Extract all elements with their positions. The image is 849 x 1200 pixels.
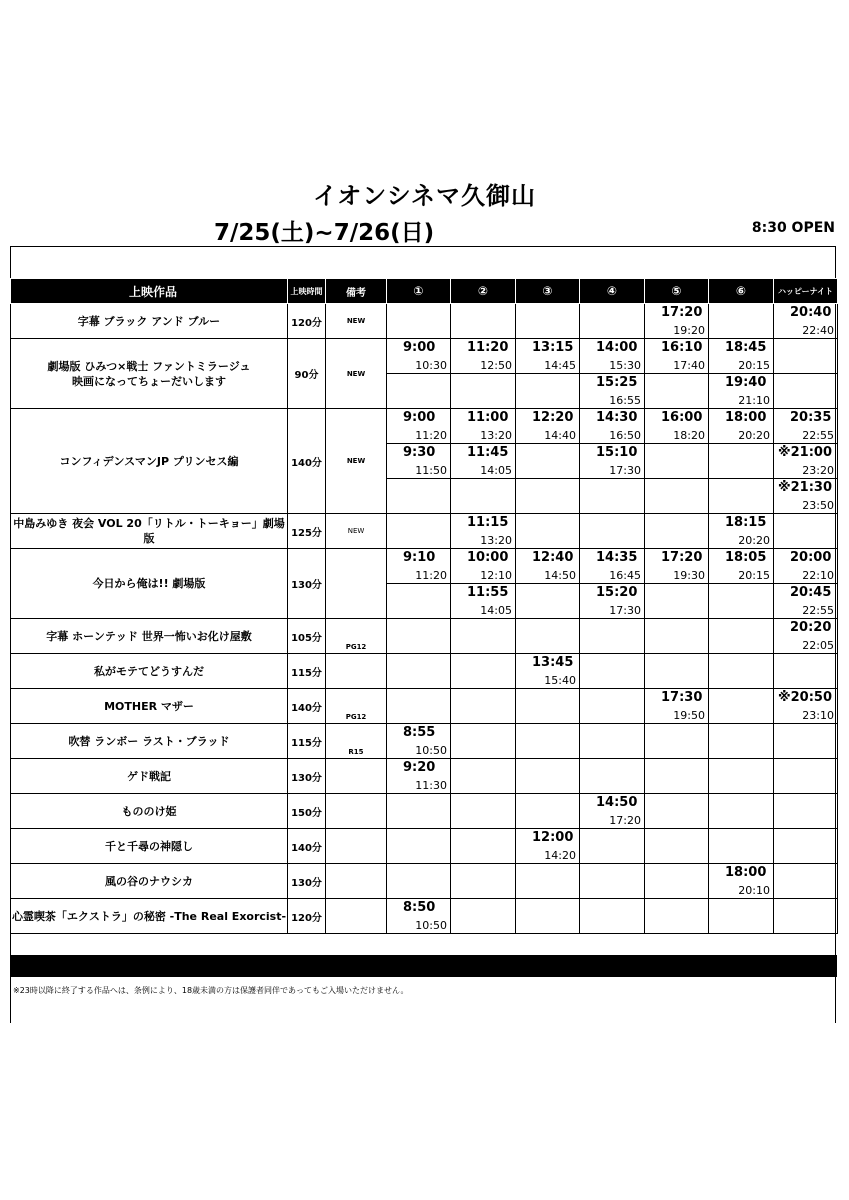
start-time: 17:30 — [661, 690, 703, 705]
showtime-slot — [580, 304, 645, 339]
end-time: 22:05 — [802, 639, 834, 652]
showtime-slot — [387, 759, 451, 794]
end-time: 16:50 — [609, 429, 641, 442]
showtime-slot — [451, 479, 516, 514]
start-time: 17:20 — [661, 305, 703, 320]
showtime-slot — [645, 514, 709, 549]
showtime-slot — [774, 339, 838, 374]
table-row — [11, 549, 838, 584]
start-time: 18:00 — [725, 865, 767, 880]
start-time: 14:35 — [596, 550, 638, 565]
showtime-slot — [387, 619, 451, 654]
showtime-slot — [451, 794, 516, 829]
showtime-slot — [516, 444, 580, 479]
start-time: 9:30 — [403, 445, 436, 460]
movie-rating-note: NEW — [326, 339, 387, 409]
end-time: 11:50 — [415, 464, 447, 477]
showtime-slot — [645, 584, 709, 619]
showtime-slot — [451, 899, 516, 934]
movie-title: 中島みゆき 夜会 VOL 20「リトル・トーキョー」劇場版 — [11, 514, 288, 549]
showtime-slot — [645, 339, 709, 374]
showtime-slot — [645, 759, 709, 794]
col-duration: 上映時間 — [288, 279, 326, 304]
start-time: 11:55 — [467, 585, 509, 600]
start-time: 20:35 — [790, 410, 832, 425]
showtime-slot — [387, 479, 451, 514]
table-row — [11, 829, 838, 864]
showtime-slot — [774, 374, 838, 409]
end-time: 14:05 — [480, 464, 512, 477]
end-time: 14:20 — [544, 849, 576, 862]
movie-duration: 120分 — [288, 899, 326, 934]
showtime-slot — [709, 339, 774, 374]
end-time: 11:20 — [415, 429, 447, 442]
showtime-slot — [709, 759, 774, 794]
showtime-slot — [451, 864, 516, 899]
showtime-slot — [580, 339, 645, 374]
movie-rating-note: NEW — [326, 304, 387, 339]
showtime-slot — [451, 409, 516, 444]
end-time: 12:10 — [480, 569, 512, 582]
showtime-slot — [387, 829, 451, 864]
end-time: 14:05 — [480, 604, 512, 617]
table-row — [11, 339, 838, 374]
showtime-slot — [387, 584, 451, 619]
showtime-slot — [387, 339, 451, 374]
end-time: 14:40 — [544, 429, 576, 442]
end-time: 18:20 — [673, 429, 705, 442]
start-time: ※21:30 — [778, 480, 833, 495]
start-time: 15:10 — [596, 445, 638, 460]
movie-title: 字幕 ブラック アンド ブルー — [11, 304, 288, 339]
showtime-slot — [580, 409, 645, 444]
showtime-slot — [516, 339, 580, 374]
showtime-slot — [387, 724, 451, 759]
start-time: 9:00 — [403, 410, 436, 425]
showtime-slot — [387, 864, 451, 899]
col-screen-3: ③ — [516, 279, 580, 304]
start-time: 11:20 — [467, 340, 509, 355]
table-row — [11, 899, 838, 934]
start-time: 12:40 — [532, 550, 574, 565]
showtime-slot — [645, 479, 709, 514]
table-row — [11, 409, 838, 444]
start-time: ※20:50 — [778, 690, 833, 705]
showtime-slot — [387, 549, 451, 584]
end-time: 20:15 — [738, 359, 770, 372]
start-time: 18:05 — [725, 550, 767, 565]
table-row — [11, 619, 838, 654]
start-time: 11:00 — [467, 410, 509, 425]
showtime-slot — [774, 724, 838, 759]
start-time: 18:00 — [725, 410, 767, 425]
footnote: ※23時以降に終了する作品へは、条例により、18歳未満の方は保護者同伴であってもご入場いただけません。 — [13, 986, 409, 995]
start-time: 11:15 — [467, 515, 509, 530]
showtime-slot — [516, 584, 580, 619]
movie-duration: 105分 — [288, 619, 326, 654]
showtime-slot — [387, 444, 451, 479]
start-time: 15:20 — [596, 585, 638, 600]
end-time: 13:20 — [480, 429, 512, 442]
col-movie: 上映作品 — [11, 279, 288, 304]
showtime-slot — [645, 409, 709, 444]
start-time: 8:50 — [403, 900, 436, 915]
showtime-slot — [580, 794, 645, 829]
showtime-slot — [774, 654, 838, 689]
showtime-slot — [709, 829, 774, 864]
movie-title: 字幕 ホーンテッド 世界一怖いお化け屋敷 — [11, 619, 288, 654]
end-time: 10:30 — [415, 359, 447, 372]
showtime-slot — [709, 724, 774, 759]
showtime-slot — [451, 339, 516, 374]
end-time: 17:30 — [609, 604, 641, 617]
movie-title: もののけ姫 — [11, 794, 288, 829]
showtime-slot — [709, 584, 774, 619]
showtime-slot — [516, 724, 580, 759]
col-screen-4: ④ — [580, 279, 645, 304]
showtime-slot — [387, 654, 451, 689]
table-row — [11, 304, 838, 339]
showtime-slot — [516, 654, 580, 689]
movie-duration: 130分 — [288, 864, 326, 899]
showtime-slot — [516, 304, 580, 339]
showtime-slot — [580, 689, 645, 724]
movie-title: MOTHER マザー — [11, 689, 288, 724]
end-time: 16:55 — [609, 394, 641, 407]
start-time: 18:15 — [725, 515, 767, 530]
showtime-slot — [387, 689, 451, 724]
end-time: 23:10 — [802, 709, 834, 722]
showtime-slot — [451, 654, 516, 689]
start-time: 14:00 — [596, 340, 638, 355]
end-time: 20:20 — [738, 429, 770, 442]
start-time: 20:00 — [790, 550, 832, 565]
showtime-slot — [645, 374, 709, 409]
showtime-slot — [645, 899, 709, 934]
start-time: 14:30 — [596, 410, 638, 425]
showtime-slot — [387, 409, 451, 444]
showtime-slot — [451, 689, 516, 724]
table-row — [11, 759, 838, 794]
end-time: 23:50 — [802, 499, 834, 512]
end-time: 15:40 — [544, 674, 576, 687]
movie-duration: 120分 — [288, 304, 326, 339]
start-time: 14:50 — [596, 795, 638, 810]
showtime-slot — [387, 304, 451, 339]
movie-rating-note — [326, 759, 387, 794]
showtime-slot — [580, 584, 645, 619]
page-title: イオンシネマ久御山 — [313, 182, 536, 210]
start-time: 13:15 — [532, 340, 574, 355]
end-time: 23:20 — [802, 464, 834, 477]
end-time: 11:30 — [415, 779, 447, 792]
showtime-slot — [709, 619, 774, 654]
movie-title: 劇場版 ひみつ×戦士 ファントミラージュ 映画になってちょーだいします — [11, 339, 288, 409]
showtime-slot — [709, 899, 774, 934]
end-time: 10:50 — [415, 744, 447, 757]
showtime-slot — [451, 619, 516, 654]
start-time: 9:10 — [403, 550, 436, 565]
end-time: 12:50 — [480, 359, 512, 372]
header-row — [11, 279, 838, 304]
showtime-slot — [580, 864, 645, 899]
showtime-slot — [709, 654, 774, 689]
showtime-slot — [774, 689, 838, 724]
showtime-slot — [709, 479, 774, 514]
showtime-slot — [774, 409, 838, 444]
showtime-slot — [645, 794, 709, 829]
start-time: 13:45 — [532, 655, 574, 670]
movie-rating-note — [326, 829, 387, 864]
start-time: 19:40 — [725, 375, 767, 390]
col-screen-6: ⑥ — [709, 279, 774, 304]
table-row — [11, 514, 838, 549]
start-time: 17:20 — [661, 550, 703, 565]
showtime-slot — [580, 374, 645, 409]
col-happy-night: ハッピーナイト — [774, 279, 838, 304]
showtime-slot — [516, 619, 580, 654]
showtime-slot — [516, 514, 580, 549]
showtime-slot — [709, 864, 774, 899]
showtime-slot — [516, 829, 580, 864]
showtime-slot — [451, 759, 516, 794]
start-time: 12:20 — [532, 410, 574, 425]
movie-rating-note: NEW — [326, 409, 387, 514]
showtime-slot — [645, 864, 709, 899]
start-time: 8:55 — [403, 725, 436, 740]
showtime-slot — [580, 514, 645, 549]
showtime-slot — [516, 689, 580, 724]
movie-duration: 90分 — [288, 339, 326, 409]
showtime-slot — [645, 724, 709, 759]
showtime-slot — [516, 549, 580, 584]
movie-rating-note: PG12 — [326, 619, 387, 654]
end-time: 11:20 — [415, 569, 447, 582]
showtime-slot — [580, 619, 645, 654]
movie-duration: 130分 — [288, 759, 326, 794]
showtime-slot — [645, 444, 709, 479]
showtime-slot — [774, 864, 838, 899]
movie-duration: 125分 — [288, 514, 326, 549]
showtime-slot — [645, 654, 709, 689]
end-time: 14:45 — [544, 359, 576, 372]
table-row — [11, 654, 838, 689]
movie-title: 私がモテてどうすんだ — [11, 654, 288, 689]
showtime-slot — [709, 514, 774, 549]
movie-title: 吹替 ランボー ラスト・ブラッド — [11, 724, 288, 759]
col-notes: 備考 — [326, 279, 387, 304]
showtime-slot — [774, 444, 838, 479]
showtime-slot — [516, 794, 580, 829]
end-time: 17:40 — [673, 359, 705, 372]
start-time: 20:45 — [790, 585, 832, 600]
movie-rating-note: NEW — [326, 514, 387, 549]
showtime-slot — [451, 549, 516, 584]
movie-duration: 130分 — [288, 549, 326, 619]
start-time: 15:25 — [596, 375, 638, 390]
showtime-slot — [645, 549, 709, 584]
open-time: 8:30 OPEN — [751, 220, 835, 236]
showtime-slot — [387, 899, 451, 934]
movie-title: コンフィデンスマンJP プリンセス編 — [11, 409, 288, 514]
end-time: 20:10 — [738, 884, 770, 897]
showtime-slot — [645, 829, 709, 864]
showtime-slot — [774, 584, 838, 619]
end-time: 20:20 — [738, 534, 770, 547]
table-row — [11, 864, 838, 899]
table-row — [11, 794, 838, 829]
showtime-slot — [387, 794, 451, 829]
movie-title: 心霊喫茶「エクストラ」の秘密 -The Real Exorcist- — [11, 899, 288, 934]
showtime-slot — [774, 304, 838, 339]
end-time: 19:20 — [673, 324, 705, 337]
movie-duration: 140分 — [288, 409, 326, 514]
showtime-slot — [709, 444, 774, 479]
showtime-slot — [709, 549, 774, 584]
showtime-slot — [709, 374, 774, 409]
showtime-slot — [451, 829, 516, 864]
showtime-slot — [774, 794, 838, 829]
movie-rating-note: R15 — [326, 724, 387, 759]
end-time: 21:10 — [738, 394, 770, 407]
table-row — [11, 689, 838, 724]
movie-rating-note — [326, 794, 387, 829]
showtime-slot — [451, 584, 516, 619]
showtime-slot — [580, 899, 645, 934]
col-screen-5: ⑤ — [645, 279, 709, 304]
start-time: 9:20 — [403, 760, 436, 775]
col-screen-2: ② — [451, 279, 516, 304]
movie-rating-note — [326, 864, 387, 899]
showtime-slot — [709, 689, 774, 724]
showtime-slot — [645, 619, 709, 654]
schedule-body — [11, 304, 838, 934]
movie-duration: 115分 — [288, 724, 326, 759]
showtime-slot — [387, 374, 451, 409]
movie-duration: 150分 — [288, 794, 326, 829]
start-time: 16:10 — [661, 340, 703, 355]
start-time: ※21:00 — [778, 445, 833, 460]
showtime-slot — [580, 479, 645, 514]
movie-title: ゲド戦記 — [11, 759, 288, 794]
showtime-slot — [774, 514, 838, 549]
movie-title: 風の谷のナウシカ — [11, 864, 288, 899]
showtime-slot — [774, 759, 838, 794]
movie-title: 千と千尋の神隠し — [11, 829, 288, 864]
showtime-slot — [774, 899, 838, 934]
start-time: 11:45 — [467, 445, 509, 460]
date-range: 7/25(土)~7/26(日) — [214, 220, 435, 246]
showtime-slot — [774, 479, 838, 514]
showtime-slot — [580, 829, 645, 864]
movie-rating-note — [326, 899, 387, 934]
showtime-slot — [580, 549, 645, 584]
showtime-slot — [709, 794, 774, 829]
showtime-slot — [451, 514, 516, 549]
schedule-table — [10, 278, 838, 934]
showtime-slot — [516, 409, 580, 444]
showtime-slot — [516, 374, 580, 409]
movie-rating-note: PG12 — [326, 689, 387, 724]
movie-rating-note — [326, 654, 387, 689]
movie-rating-note — [326, 549, 387, 619]
start-time: 20:20 — [790, 620, 832, 635]
showtime-slot — [516, 899, 580, 934]
showtime-slot — [451, 444, 516, 479]
movie-duration: 115分 — [288, 654, 326, 689]
end-time: 22:55 — [802, 604, 834, 617]
showtime-slot — [387, 514, 451, 549]
end-time: 19:50 — [673, 709, 705, 722]
showtime-slot — [516, 479, 580, 514]
showtime-slot — [774, 829, 838, 864]
end-time: 22:40 — [802, 324, 834, 337]
end-time: 22:55 — [802, 429, 834, 442]
end-time: 17:30 — [609, 464, 641, 477]
showtime-slot — [516, 759, 580, 794]
end-time: 20:15 — [738, 569, 770, 582]
end-time: 10:50 — [415, 919, 447, 932]
start-time: 20:40 — [790, 305, 832, 320]
footer-bar — [10, 955, 837, 977]
end-time: 13:20 — [480, 534, 512, 547]
end-time: 15:30 — [609, 359, 641, 372]
showtime-slot — [451, 374, 516, 409]
start-time: 18:45 — [725, 340, 767, 355]
showtime-slot — [774, 619, 838, 654]
table-row — [11, 724, 838, 759]
showtime-slot — [451, 724, 516, 759]
movie-duration: 140分 — [288, 689, 326, 724]
showtime-slot — [516, 864, 580, 899]
showtime-slot — [774, 549, 838, 584]
showtime-slot — [645, 304, 709, 339]
start-time: 9:00 — [403, 340, 436, 355]
showtime-slot — [580, 654, 645, 689]
end-time: 17:20 — [609, 814, 641, 827]
showtime-slot — [580, 724, 645, 759]
end-time: 22:10 — [802, 569, 834, 582]
end-time: 16:45 — [609, 569, 641, 582]
start-time: 12:00 — [532, 830, 574, 845]
start-time: 16:00 — [661, 410, 703, 425]
col-screen-1: ① — [387, 279, 451, 304]
showtime-slot — [709, 409, 774, 444]
end-time: 19:30 — [673, 569, 705, 582]
end-time: 14:50 — [544, 569, 576, 582]
showtime-slot — [451, 304, 516, 339]
showtime-slot — [645, 689, 709, 724]
movie-title: 今日から俺は!! 劇場版 — [11, 549, 288, 619]
showtime-slot — [580, 759, 645, 794]
showtime-slot — [580, 444, 645, 479]
start-time: 10:00 — [467, 550, 509, 565]
movie-duration: 140分 — [288, 829, 326, 864]
showtime-slot — [709, 304, 774, 339]
